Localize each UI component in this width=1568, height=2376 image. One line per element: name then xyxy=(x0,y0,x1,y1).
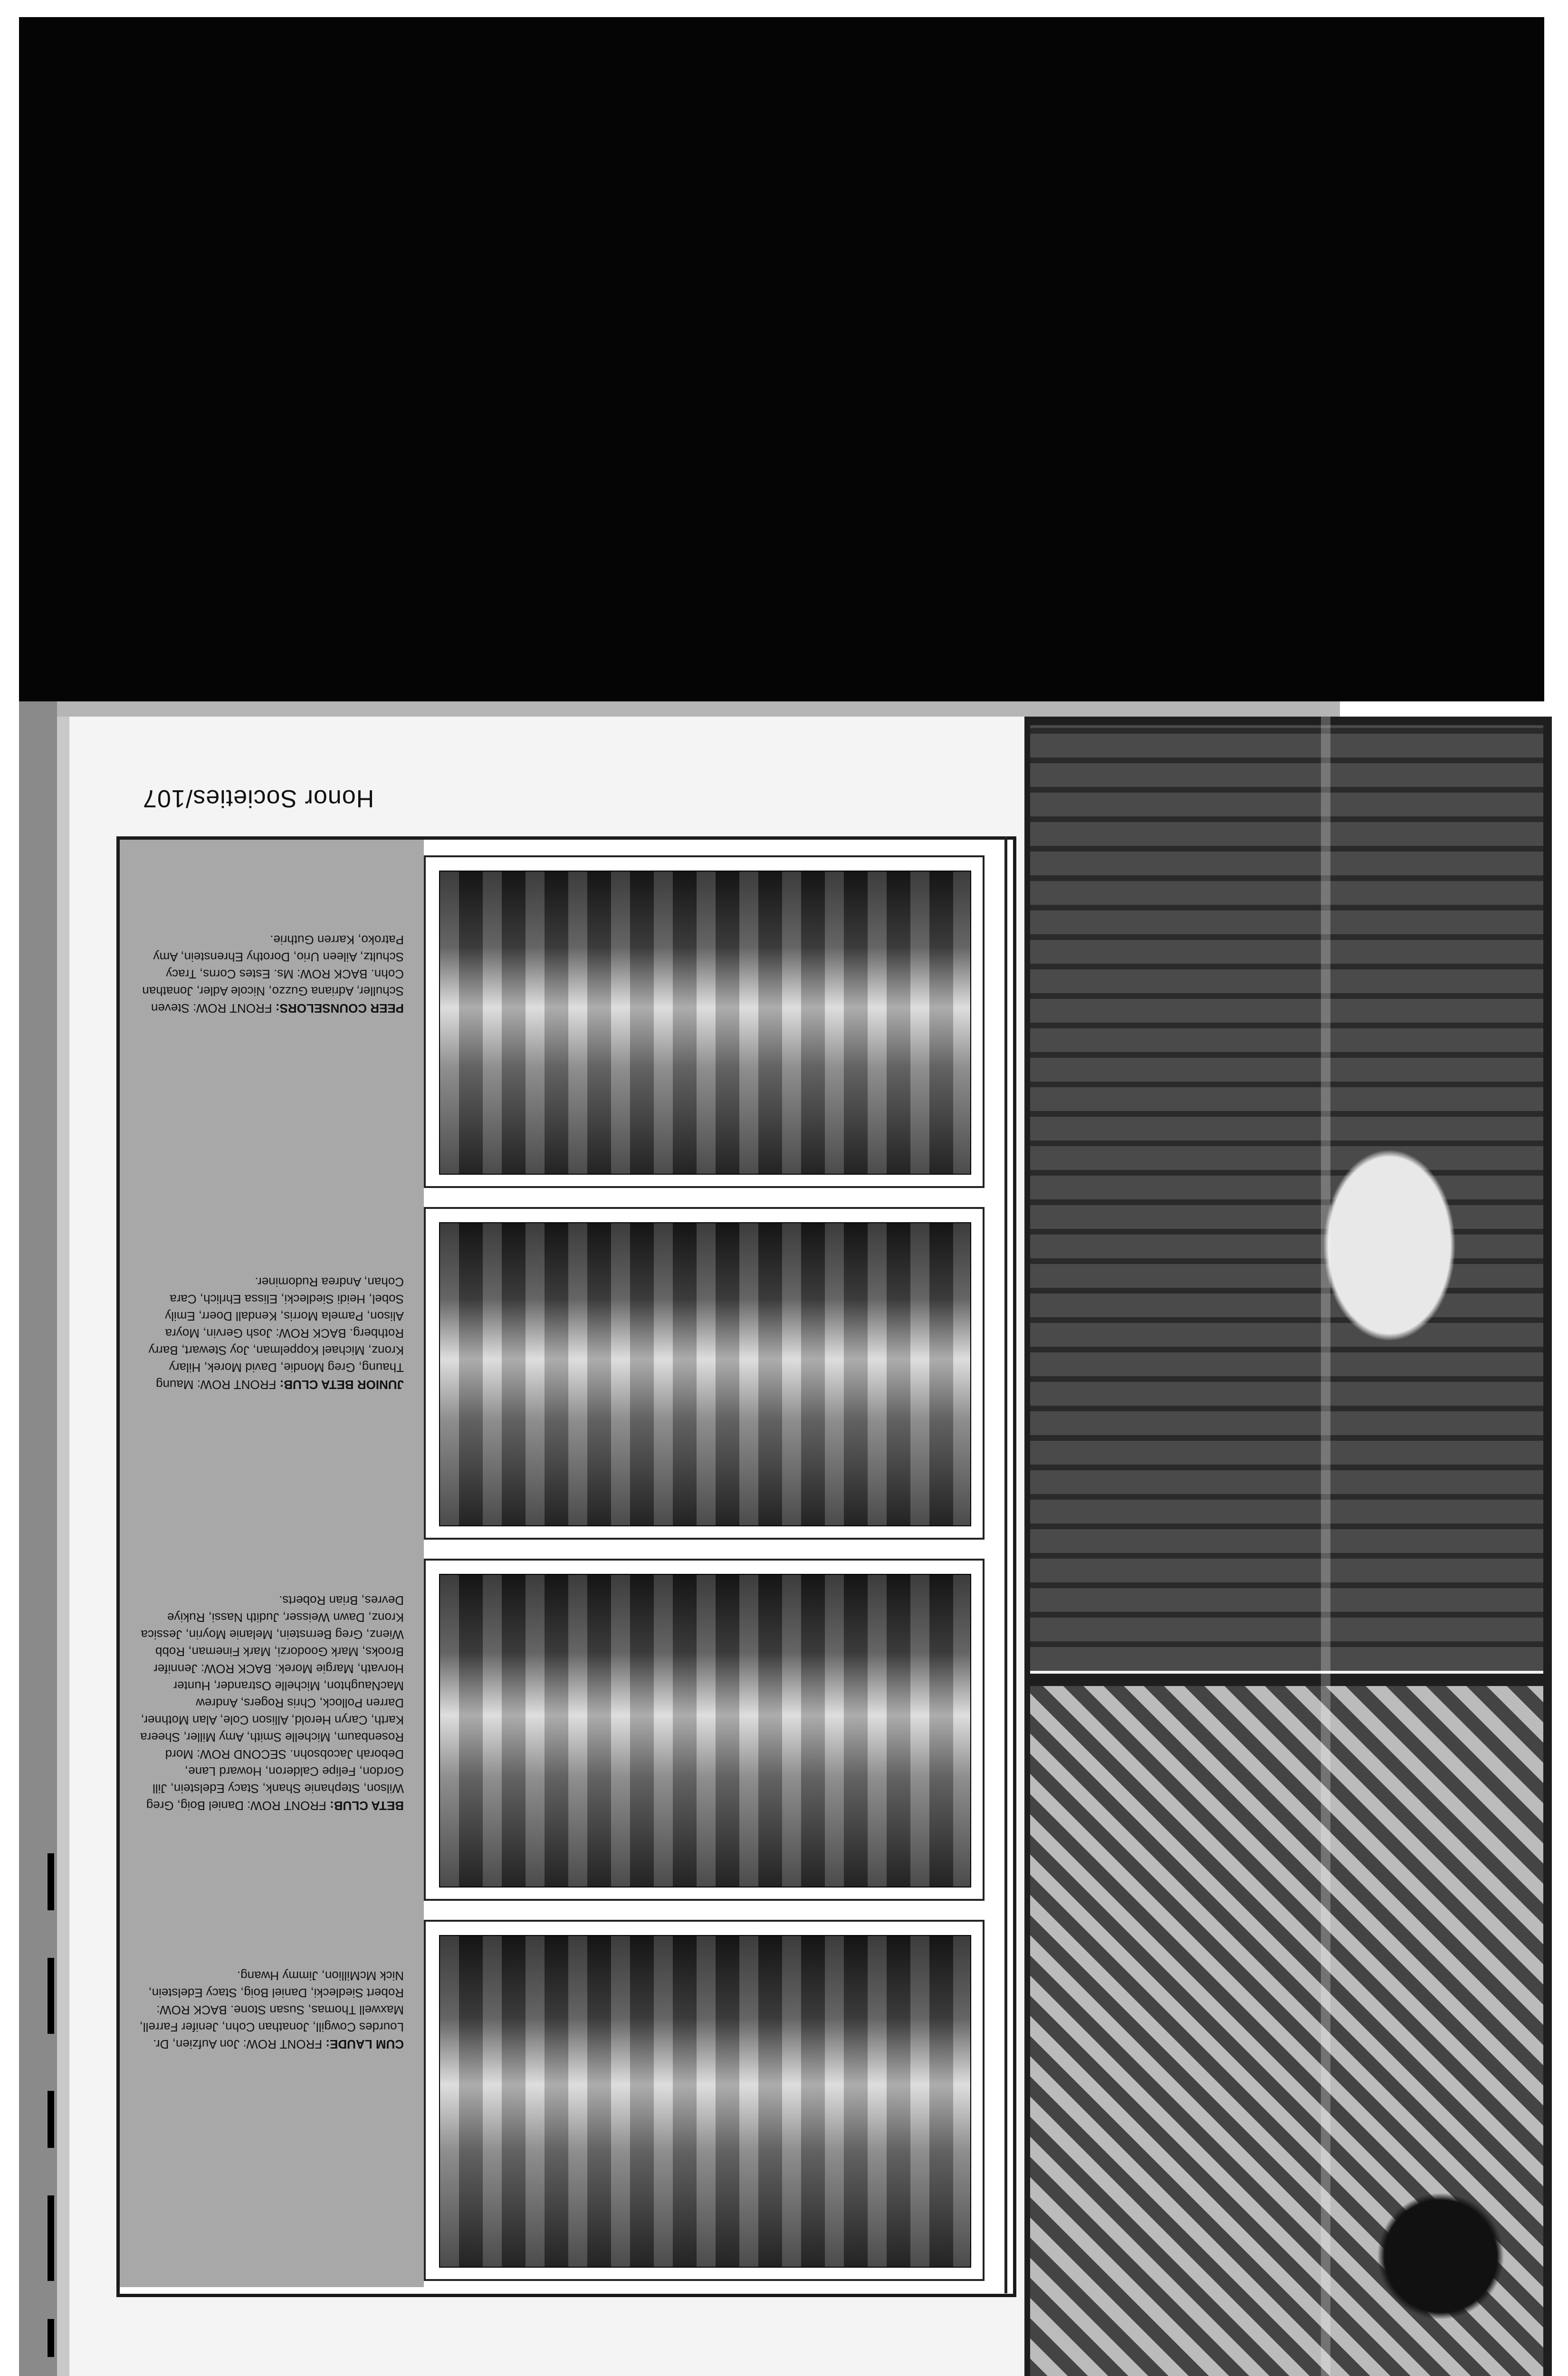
caption-beta-club xyxy=(138,1592,404,1814)
scan-background xyxy=(19,17,1544,701)
caption-text: FRONT ROW: Daniel Boig, Greg Wilson, Stephanie Shank, Stacy Edelstein, Jill Gordon, Felipe Calderon, Howard Lane, Deborah Jacobsohn. SECOND ROW: Mord Rosenbaum, Michelle Smith, Amy Miller, Sheera Karth, Caryn Herold, Allison Cole, Alan Mothner, Darren Pollock, Chris Rogers, Andrew MacNaughton, Michelle Ostrander, Hunter Horvath, Margie Morek. BACK ROW: Jennifer Brooks, Mark Goodorzi, Mark Fineman, Robb Wienz, Greg Bernstein, Melanie Moyrin, Jessica Kronz, Dawn Weisser, Judith Nassi, Rukiye Devres, Brian Roberts. xyxy=(140,1593,404,1813)
page-header: Honor Societies/107 xyxy=(143,785,374,812)
group-photo xyxy=(439,1935,971,2268)
group-photo xyxy=(439,1574,971,1887)
caption-title: JUNIOR BETA CLUB: xyxy=(279,1378,404,1392)
facing-page xyxy=(1024,717,1552,2376)
book-binding-edge xyxy=(57,701,69,2376)
page-gutter xyxy=(1321,717,1330,2376)
binding-mark xyxy=(48,1853,54,1910)
photo-cum-laude xyxy=(424,1920,985,2281)
group-photo xyxy=(439,1222,971,1526)
divider-rule xyxy=(1004,836,1007,2293)
photo-beta-club xyxy=(424,1559,985,1901)
caption-cum-laude xyxy=(138,1967,404,2053)
binding-mark xyxy=(48,1958,54,2034)
caption-text: FRONT ROW: Maung Thaung, Greg Mondie, David Morek, Hilary Kronz, Michael Koppelman, Joy Stewart, Barry Rothberg. BACK ROW: Josh Gervin, Moyra Alison, Pamela Morris, Kendall Doerr, Emily Sobel, Heidi Siedlecki, Elissa Ehrlich, Cara Cohan, Andrea Rudominer. xyxy=(148,1275,404,1392)
caption-title: PEER COUNSELORS: xyxy=(275,1001,404,1016)
caption-title: BETA CLUB: xyxy=(330,1799,404,1813)
binding-mark xyxy=(48,2091,54,2148)
caption-title: CUM LAUDE: xyxy=(325,2037,404,2051)
binding-mark xyxy=(48,2195,54,2281)
binding-mark xyxy=(48,2319,54,2357)
caption-column xyxy=(120,840,424,2287)
caption-text: FRONT ROW: Steven Schuller, Adriana Guzzo, Nicole Adler, Jonathan Cohn. BACK ROW: Ms. Estes Corns, Tracy Schultz, Aileen Urio, Dorothy Ehrenstein, Amy Patroko, Karren Guthrie. xyxy=(142,933,404,1016)
group-photo xyxy=(439,871,971,1175)
photo-junior-beta-club xyxy=(424,1207,985,1540)
caption-text: FRONT ROW: Jon Aufzien, Dr. Lourdes Cowgill, Jonathan Cohn, Jenifer Farrell, Maxwell Thomas, Susan Stone. BACK ROW: Robert Siedlecki, Daniel Boig, Stacy Edelstein, Nick McMillion, Jimmy Hwang. xyxy=(139,1969,404,2051)
photo-peer-counselors xyxy=(424,855,985,1188)
candid-photo-top xyxy=(1030,725,1543,1674)
candid-photo-bottom xyxy=(1030,1686,1543,2376)
caption-junior-beta-club xyxy=(138,1274,404,1393)
page-top-edge xyxy=(57,701,1340,717)
caption-peer-counselors xyxy=(138,931,404,1017)
